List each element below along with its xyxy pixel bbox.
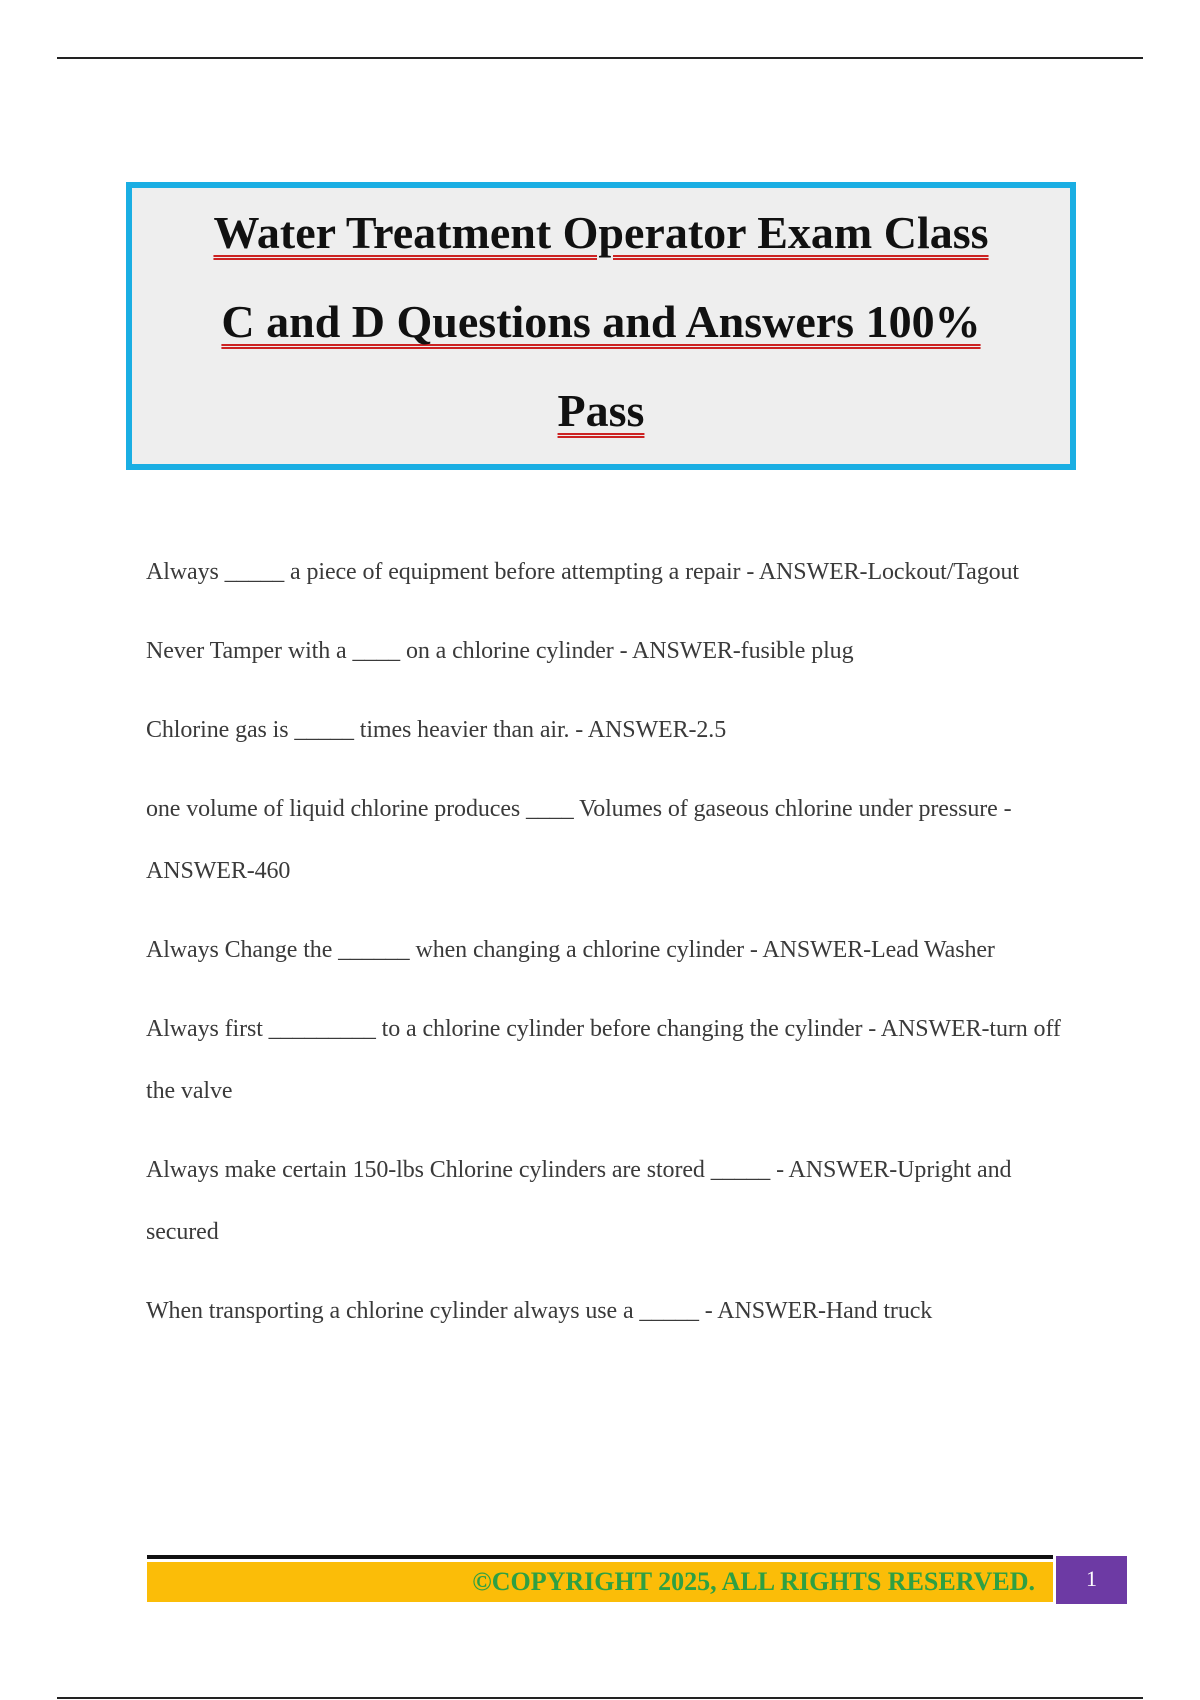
qa-item-1: Always _____ a piece of equipment before attempting a repair - ANSWER-Lockout/Tagout bbox=[146, 559, 1019, 585]
qa-item-2: Never Tamper with a ____ on a chlorine cylinder - ANSWER-fusible plug bbox=[146, 638, 854, 664]
question-answer-list bbox=[146, 541, 1066, 1359]
title-line-2: C and D Questions and Answers 100% bbox=[221, 296, 981, 347]
qa-item-6: Always first _________ to a chlorine cylinder before changing the cylinder - ANSWER-turn off the valve bbox=[146, 1016, 1061, 1104]
page-number-badge: 1 bbox=[1056, 1556, 1127, 1604]
qa-item-8: When transporting a chlorine cylinder always use a _____ - ANSWER-Hand truck bbox=[146, 1298, 933, 1324]
qa-item-4: one volume of liquid chlorine produces ____ Volumes of gaseous chlorine under pressure - ANSWER-460 bbox=[146, 796, 1012, 884]
qa-item-3: Chlorine gas is _____ times heavier than air. - ANSWER-2.5 bbox=[146, 717, 727, 743]
document-title bbox=[132, 188, 1070, 455]
top-rule bbox=[57, 57, 1143, 59]
footer-copyright: ©COPYRIGHT 2025, ALL RIGHTS RESERVED. bbox=[147, 1562, 1053, 1602]
title-line-3: Pass bbox=[557, 385, 645, 436]
title-box bbox=[126, 182, 1076, 470]
title-line-1: Water Treatment Operator Exam Class bbox=[213, 207, 989, 258]
footer-divider bbox=[147, 1555, 1053, 1559]
qa-item-7: Always make certain 150-lbs Chlorine cylinders are stored _____ - ANSWER-Upright and secured bbox=[146, 1157, 1012, 1245]
bottom-rule bbox=[57, 1697, 1143, 1699]
qa-item-5: Always Change the ______ when changing a chlorine cylinder - ANSWER-Lead Washer bbox=[146, 937, 995, 963]
